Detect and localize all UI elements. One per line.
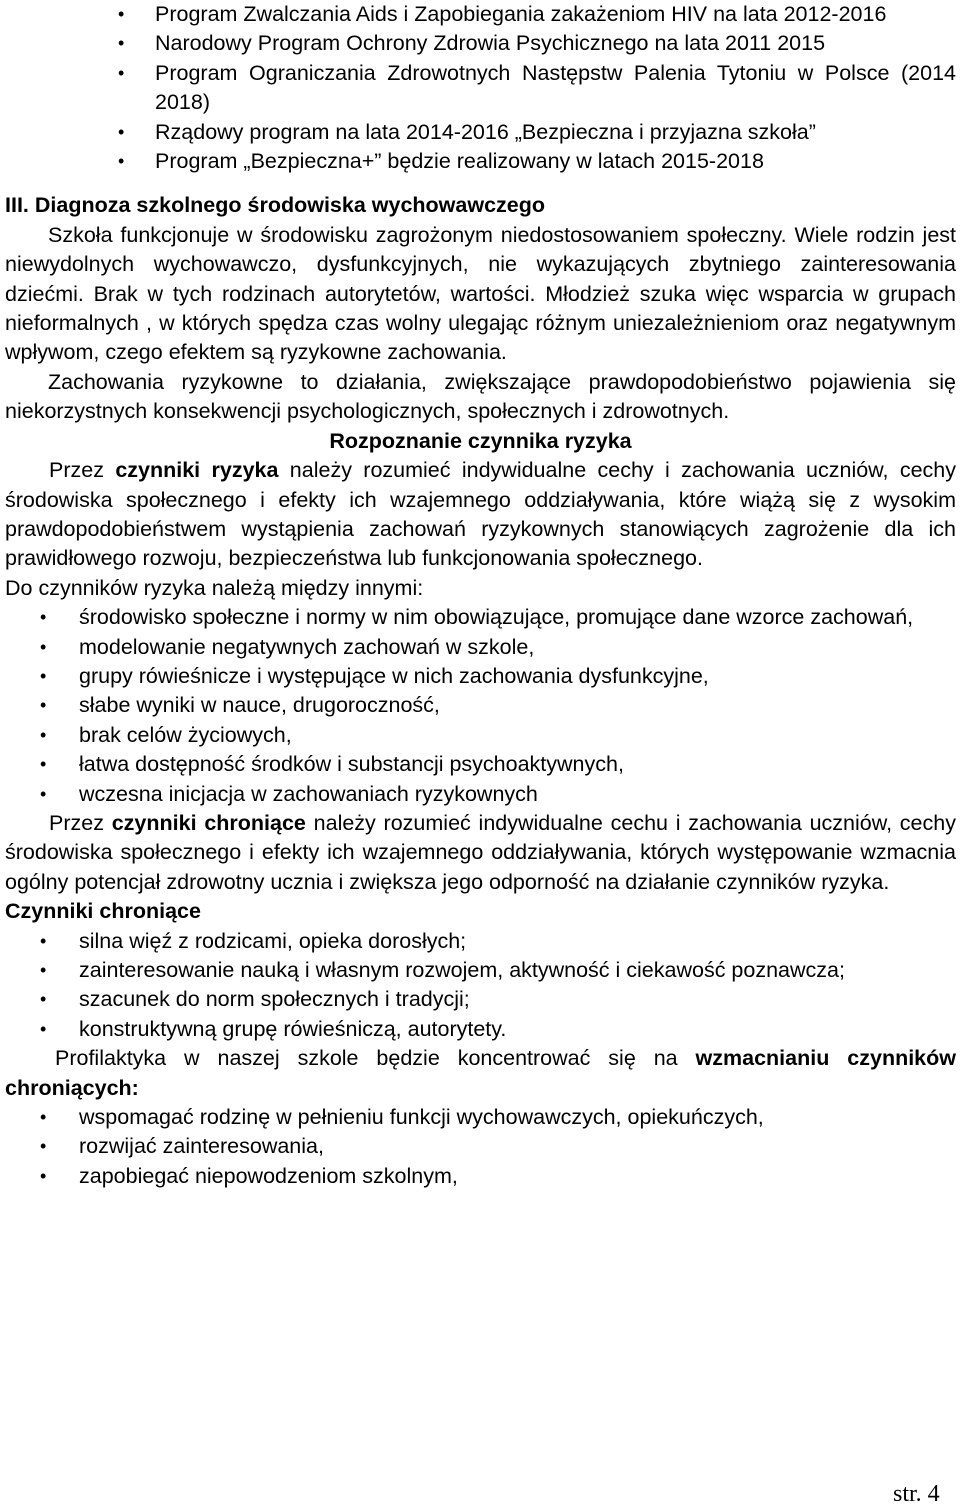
list-item: • wspomagać rodzinę w pełnieniu funkcji wychowawczych, opiekuńczych,	[5, 1103, 956, 1132]
list-item: • Rządowy program na lata 2014-2016 „Bezpieczna i przyjazna szkoła”	[5, 118, 956, 147]
risk-factors-list	[5, 603, 956, 809]
list-item: • Program „Bezpieczna+” będzie realizowany w latach 2015-2018	[5, 147, 956, 176]
list-item: • silna więź z rodzicami, opieka dorosłych;	[5, 927, 956, 956]
list-item: • konstruktywną grupę rówieśniczą, autorytety.	[5, 1015, 956, 1044]
list-item: • modelowanie negatywnych zachowań w szkole,	[5, 633, 956, 662]
risky-behaviour-paragraph: Zachowania ryzykowne to działania, zwiększające prawdopodobieństwo pojawienia się niekorzystnych konsekwencji psychologicznych, społecznych i zdrowotnych.	[5, 369, 956, 424]
list-item: • rozwijać zainteresowania,	[5, 1132, 956, 1161]
diagnosis-paragraph: Szkoła funkcjonuje w środowisku zagrożonym niedostosowaniem społeczny. Wiele rodzin jest niewydolnych wychowawczo, dysfunkcyjnych, nie wykazujących zbytniego zainteresowania dziećmi. Brak w tych rodzinach autorytetów, wartości. Młodzież szuka więc wsparcia w grupach nieformalnych , w których spędza czas wolny ulegając różnym uniezależnieniom oraz negatywnym wpływom, czego efektem są ryzykowne zachowania.	[5, 222, 956, 365]
list-item: • słabe wyniki w nauce, drugoroczność,	[5, 691, 956, 720]
list-item: • zainteresowanie nauką i własnym rozwojem, aktywność i ciekawość poznawcza;	[5, 956, 956, 985]
list-item: • wczesna inicjacja w zachowaniach ryzykownych	[5, 780, 956, 809]
protective-factors-list	[5, 927, 956, 1045]
list-item: • Program Ograniczania Zdrowotnych Następstw Palenia Tytoniu w Polsce (2014 2018)	[5, 59, 956, 118]
risk-factors-paragraph: Przez czynniki ryzyka należy rozumieć indywidualne cechy i zachowania uczniów, cechy środowiska społecznego i efekty ich wzajemnego oddziaływania, które wiążą się z wysokim prawdopodobieństwem wystąpienia zachowań ryzykownych stanowiących zagrożenie dla ich prawidłowego rozwoju, bezpieczeństwa lub funkcjonowania społecznego.	[5, 458, 957, 571]
risk-title: Rozpoznanie czynnika ryzyka	[329, 428, 632, 453]
list-item: • brak celów życiowych,	[5, 721, 956, 750]
list-item: • grupy rówieśnicze i występujące w nich zachowania dysfunkcyjne,	[5, 662, 956, 691]
document-content	[5, 0, 956, 1191]
programs-list	[5, 0, 956, 176]
prophylaxis-list	[5, 1103, 956, 1191]
risk-list-intro: Do czynników ryzyka należą między innymi:	[5, 575, 424, 600]
page-number: str. 4	[893, 1481, 940, 1507]
list-item: • szacunek do norm społecznych i tradycji;	[5, 985, 956, 1014]
protective-heading: Czynniki chroniące	[5, 899, 201, 924]
protective-factors-paragraph: Przez czynniki chroniące należy rozumieć indywidualne cechu i zachowania uczniów, cechy środowiska społecznego i efekty ich wzajemnego oddziaływania, których występowanie wzmacnia ogólny potencjał zdrowotny ucznia i zwiększa jego odporność na działanie czynników ryzyka.	[5, 810, 956, 894]
prophylaxis-paragraph: Profilaktyka w naszej szkole będzie koncentrować się na wzmacnianiu czynników chroniących:	[5, 1046, 956, 1100]
list-item: • Narodowy Program Ochrony Zdrowia Psychicznego na lata 2011 2015	[5, 29, 956, 58]
list-item: • Program Zwalczania Aids i Zapobiegania zakażeniom HIV na lata 2012-2016	[5, 0, 956, 29]
list-item: • środowisko społeczne i normy w nim obowiązujące, promujące dane wzorce zachowań,	[5, 603, 956, 632]
list-item: • łatwa dostępność środków i substancji psychoaktywnych,	[5, 750, 956, 779]
section-heading: III. Diagnoza szkolnego środowiska wychowawczego	[5, 193, 546, 218]
list-item: • zapobiegać niepowodzeniom szkolnym,	[5, 1162, 956, 1191]
